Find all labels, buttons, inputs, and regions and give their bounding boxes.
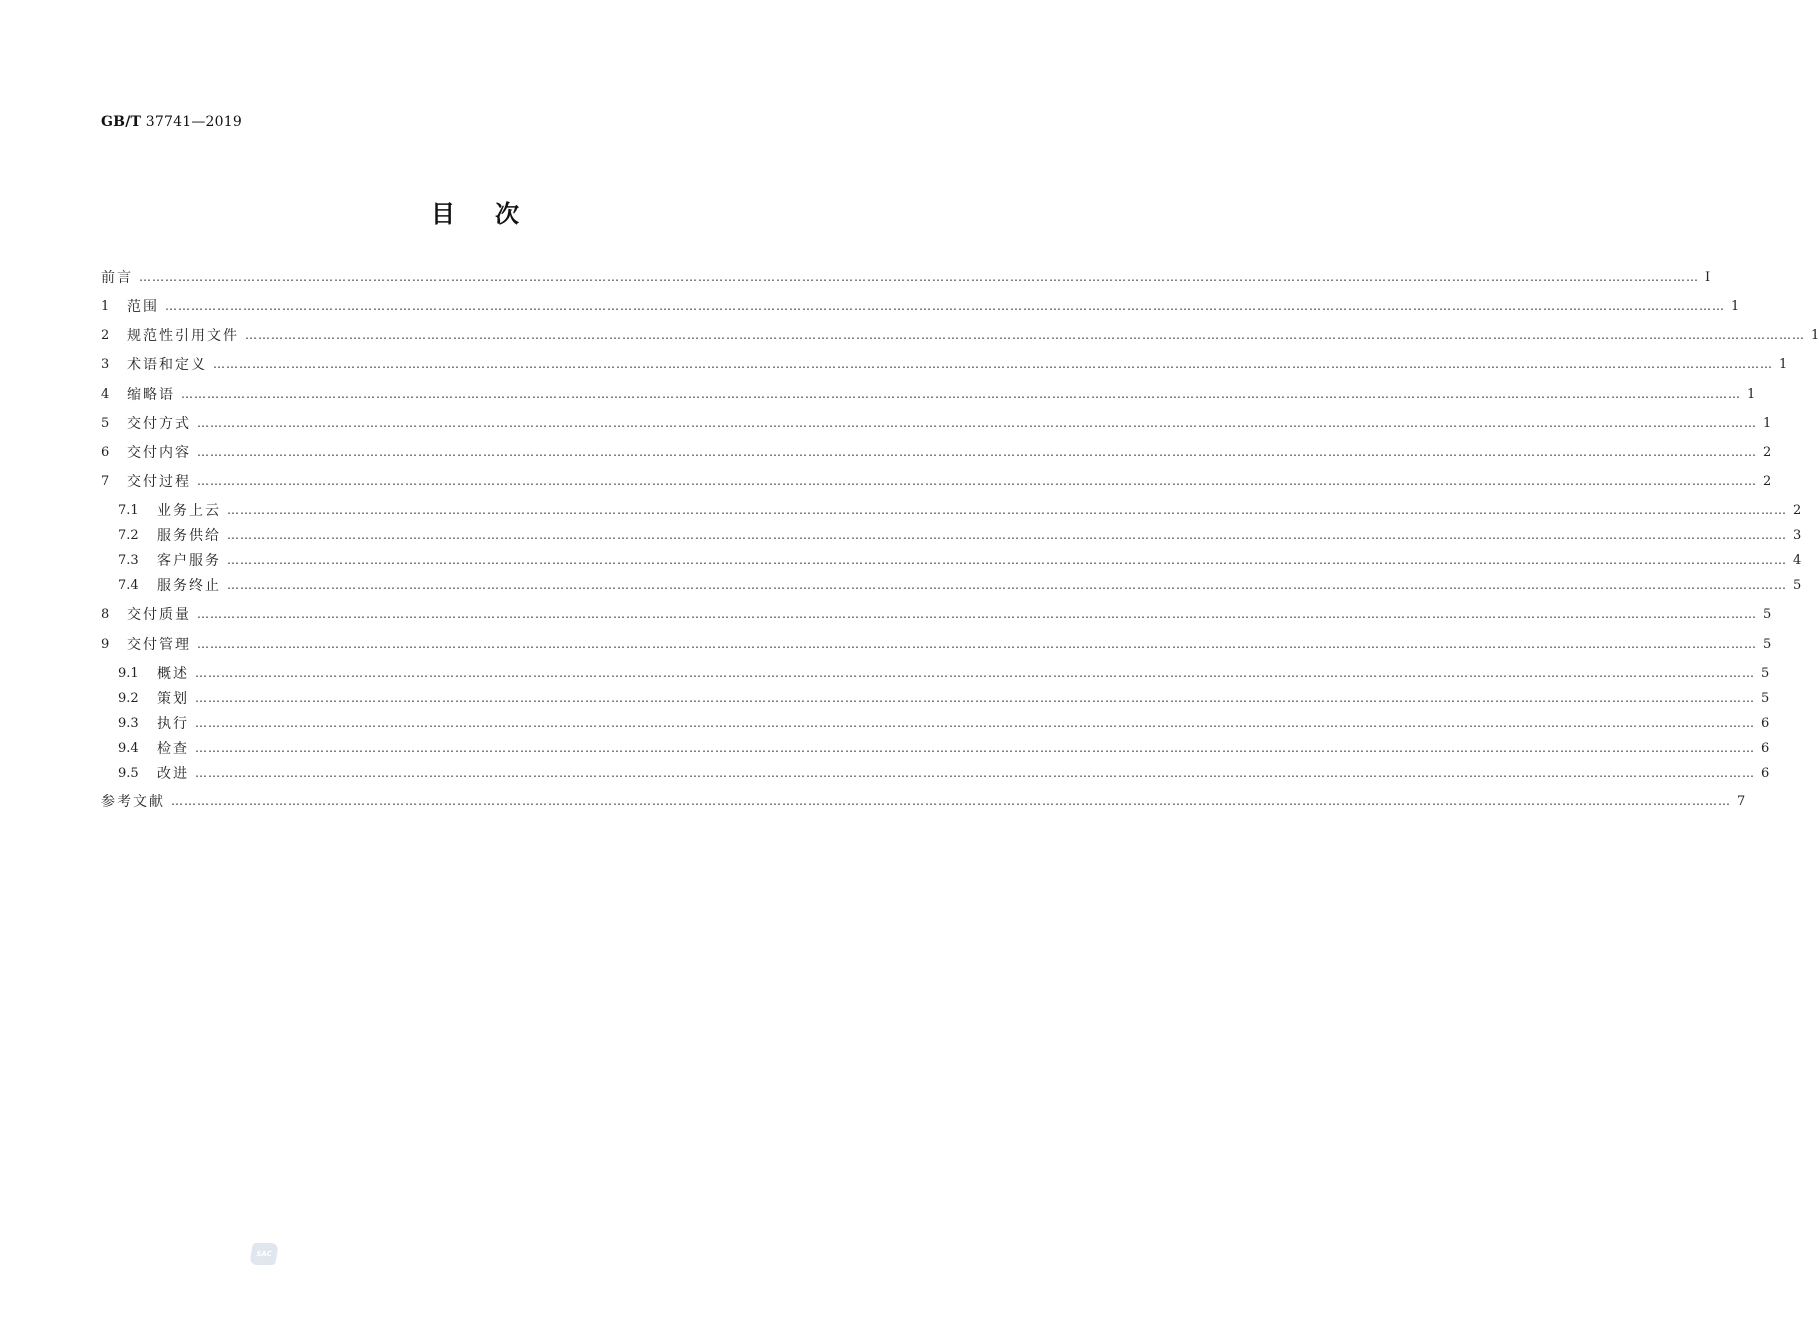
toc-entry-number: 9.1 (118, 665, 139, 681)
toc-entry[interactable] (101, 411, 1772, 435)
toc-dot-leader: ……………………………………………………………………………………………………………………………………………………………………………………………………………………………………………………………………………………………………………………………… (245, 328, 1805, 342)
toc-entry[interactable] (101, 469, 1772, 493)
toc-entry-page: 4 (1793, 552, 1802, 568)
toc-entry-label: 参考文献 (101, 794, 165, 810)
toc-entry-page: 1 (1747, 386, 1756, 402)
toc-entry-number: 7.2 (118, 527, 139, 543)
toc-entry-label: 缩略语 (127, 387, 175, 403)
toc-entry-number: 9.4 (118, 740, 139, 756)
toc-entry-number: 2 (101, 327, 110, 343)
toc-dot-leader: ……………………………………………………………………………………………………………………………………………………………………………………………………………………………………………………………………………………………………………………………… (197, 637, 1757, 651)
toc-entry[interactable] (118, 498, 1802, 522)
toc-entry[interactable] (118, 711, 1770, 735)
toc-entry[interactable] (118, 736, 1770, 760)
toc-entry-number: 5 (101, 415, 110, 431)
toc-dot-leader: ……………………………………………………………………………………………………………………………………………………………………………………………………………………………………………………………………………………………………………………………… (197, 445, 1757, 459)
toc-entry-page: 5 (1761, 665, 1770, 681)
toc-entry[interactable] (118, 573, 1802, 597)
toc-entry-page: 5 (1763, 606, 1772, 622)
toc-entry[interactable] (101, 294, 1740, 318)
toc-entry-label: 范围 (127, 299, 159, 315)
standard-code-number: 37741—2019 (145, 114, 242, 130)
toc-entry-number: 7.3 (118, 552, 139, 568)
toc-entry-page: 2 (1763, 473, 1772, 489)
toc-entry-number: 6 (101, 444, 110, 460)
toc-entry-label: 交付方式 (127, 416, 191, 432)
toc-entry[interactable] (101, 382, 1756, 406)
toc-entry-number: 8 (101, 606, 110, 622)
toc-entry[interactable] (118, 523, 1802, 547)
page-title: 目次 (431, 200, 559, 228)
toc-entry-label: 改进 (157, 766, 189, 782)
toc-entry-page: 2 (1793, 502, 1802, 518)
toc-entry-label: 交付质量 (127, 607, 191, 623)
toc-entry-page: 3 (1793, 527, 1802, 543)
toc-entry-label: 规范性引用文件 (127, 328, 239, 344)
toc-entry-page: 1 (1763, 415, 1772, 431)
toc-entry-number: 9.5 (118, 765, 139, 781)
toc-entry-label: 服务终止 (157, 578, 221, 594)
toc-entry-number: 4 (101, 386, 110, 402)
toc-dot-leader: ……………………………………………………………………………………………………………………………………………………………………………………………………………………………………………………………………………………………………………………………… (171, 794, 1731, 808)
toc-dot-leader: ……………………………………………………………………………………………………………………………………………………………………………………………………………………………………………………………………………………………………………………………… (227, 553, 1787, 567)
toc-dot-leader: ……………………………………………………………………………………………………………………………………………………………………………………………………………………………………………………………………………………………………………………………… (165, 299, 1725, 313)
sac-logo-icon (249, 1243, 279, 1265)
toc-entry-label: 交付内容 (127, 445, 191, 461)
toc-entry-page: 2 (1763, 444, 1772, 460)
toc-entry-label: 交付管理 (127, 637, 191, 653)
toc-entry-label: 概述 (157, 666, 189, 682)
toc-dot-leader: ……………………………………………………………………………………………………………………………………………………………………………………………………………………………………………………………………………………………………………………………… (227, 578, 1787, 592)
standard-code (101, 114, 242, 130)
toc-entry-label: 检查 (157, 741, 189, 757)
toc-entry-number: 7.1 (118, 502, 139, 518)
toc-entry[interactable] (118, 661, 1770, 685)
toc-entry-number: 9.3 (118, 715, 139, 731)
toc-dot-leader: ……………………………………………………………………………………………………………………………………………………………………………………………………………………………………………………………………………………………………………………………… (139, 270, 1699, 284)
toc-dot-leader: ……………………………………………………………………………………………………………………………………………………………………………………………………………………………………………………………………………………………………………………………… (213, 357, 1773, 371)
toc-entry-page: 6 (1761, 765, 1770, 781)
toc-entry[interactable] (101, 632, 1772, 656)
toc-dot-leader: ……………………………………………………………………………………………………………………………………………………………………………………………………………………………………………………………………………………………………………………………… (181, 387, 1741, 401)
toc-entry-label: 服务供给 (157, 528, 221, 544)
toc-entry-number: 9 (101, 636, 110, 652)
toc-entry[interactable] (101, 323, 1819, 347)
standard-code-prefix: GB/T (101, 114, 142, 130)
toc-dot-leader: ……………………………………………………………………………………………………………………………………………………………………………………………………………………………………………………………………………………………………………………………… (227, 528, 1787, 542)
toc-dot-leader: ……………………………………………………………………………………………………………………………………………………………………………………………………………………………………………………………………………………………………………………………… (227, 503, 1787, 517)
toc-entry-label: 客户服务 (157, 553, 221, 569)
toc-entry[interactable] (118, 761, 1770, 785)
toc-dot-leader: ……………………………………………………………………………………………………………………………………………………………………………………………………………………………………………………………………………………………………………………………… (197, 416, 1757, 430)
toc-entry-page: 1 (1731, 298, 1740, 314)
toc-entry[interactable] (101, 789, 1746, 813)
toc-entry-label: 执行 (157, 716, 189, 732)
toc-entry-label: 策划 (157, 691, 189, 707)
toc-dot-leader: ……………………………………………………………………………………………………………………………………………………………………………………………………………………………………………………………………………………………………………………………… (195, 716, 1755, 730)
toc-entry-number: 7.4 (118, 577, 139, 593)
toc-entry-number: 1 (101, 298, 110, 314)
toc-dot-leader: ……………………………………………………………………………………………………………………………………………………………………………………………………………………………………………………………………………………………………………………………… (195, 666, 1755, 680)
toc-dot-leader: ……………………………………………………………………………………………………………………………………………………………………………………………………………………………………………………………………………………………………………………………… (195, 691, 1755, 705)
toc-entry-page: 5 (1793, 577, 1802, 593)
toc-entry-page: 1 (1811, 327, 1819, 343)
toc-entry[interactable] (101, 352, 1788, 376)
toc-entry-page: 5 (1763, 636, 1772, 652)
toc-entry-page: 6 (1761, 715, 1770, 731)
toc-entry[interactable] (118, 548, 1802, 572)
toc-entry-page: 6 (1761, 740, 1770, 756)
toc-dot-leader: ……………………………………………………………………………………………………………………………………………………………………………………………………………………………………………………………………………………………………………………………… (195, 766, 1755, 780)
toc-entry-label: 术语和定义 (127, 357, 207, 373)
toc-entry-page: Ⅰ (1705, 269, 1711, 285)
toc-entry[interactable] (101, 265, 1711, 289)
toc-entry[interactable] (101, 440, 1772, 464)
toc-dot-leader: ……………………………………………………………………………………………………………………………………………………………………………………………………………………………………………………………………………………………………………………………… (195, 741, 1755, 755)
toc-entry-label: 前言 (101, 270, 133, 286)
toc-dot-leader: ……………………………………………………………………………………………………………………………………………………………………………………………………………………………………………………………………………………………………………………………… (197, 607, 1757, 621)
toc-entry-number: 7 (101, 473, 110, 489)
toc-entry-number: 3 (101, 356, 110, 372)
sac-logo-text: SAC (255, 1250, 273, 1258)
toc-entry[interactable] (101, 602, 1772, 626)
toc-entry-number: 9.2 (118, 690, 139, 706)
toc-entry-label: 交付过程 (127, 474, 191, 490)
toc-entry-page: 1 (1779, 356, 1788, 372)
toc-dot-leader: ……………………………………………………………………………………………………………………………………………………………………………………………………………………………………………………………………………………………………………………………… (197, 474, 1757, 488)
toc-entry-page: 7 (1737, 793, 1746, 809)
toc-entry-page: 5 (1761, 690, 1770, 706)
toc-entry-label: 业务上云 (157, 503, 221, 519)
toc-entry[interactable] (118, 686, 1770, 710)
